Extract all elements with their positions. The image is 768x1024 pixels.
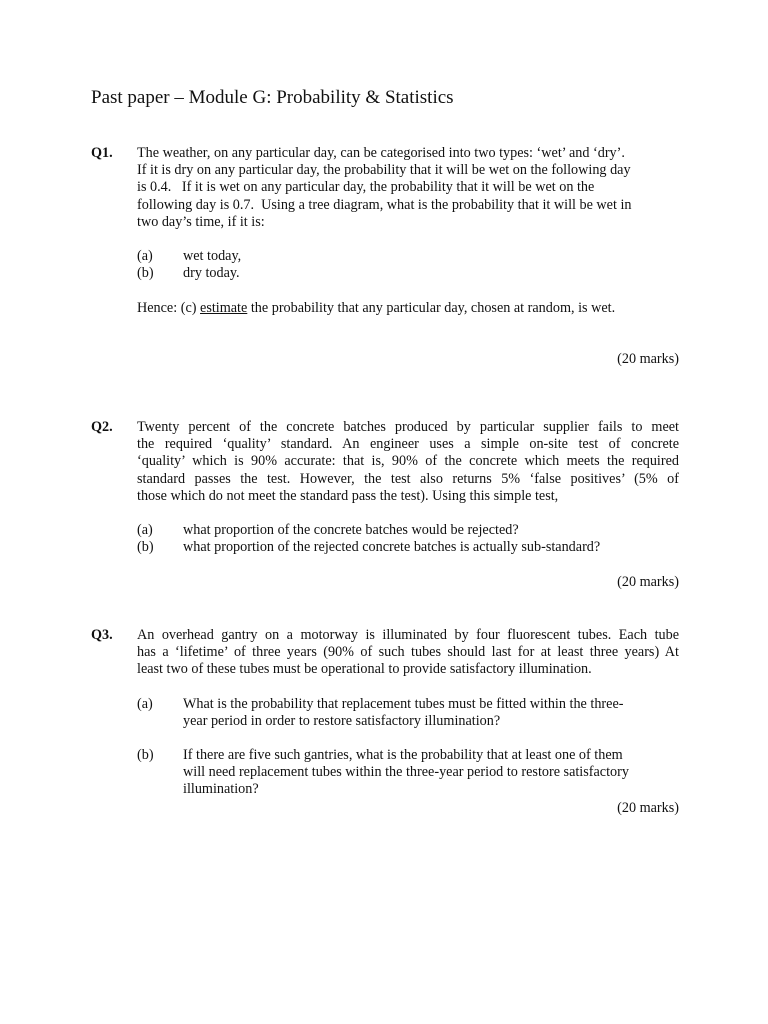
page-title: Past paper – Module G: Probability & Statistics — [91, 87, 454, 108]
sub-question-a — [137, 248, 679, 265]
sub-question-text: wet today, — [183, 248, 242, 265]
hence-text-after: the probability that any particular day, chosen at random, is wet. — [247, 300, 616, 317]
text-line: ‘quality’ which is 90% accurate: that is, 90% of the concrete which meets the required — [137, 453, 679, 470]
text-line: An overhead gantry on a motorway is illuminated by four fluorescent tubes. Each tube — [137, 627, 679, 643]
text-line: illumination? — [183, 781, 259, 798]
hence-instruction — [137, 300, 679, 317]
sub-question-text: what proportion of the rejected concrete batches is actually sub-standard? — [183, 539, 601, 556]
question-text — [137, 145, 679, 231]
question-body — [137, 627, 679, 799]
sub-question-label: (b) — [137, 539, 154, 556]
text-line: will need replacement tubes within the three-year period to restore satisfactory — [183, 764, 629, 781]
marks-label: (20 marks) — [617, 574, 679, 590]
question-number: Q3. — [91, 627, 113, 643]
underlined-word: estimate — [200, 300, 248, 317]
sub-question-text: dry today. — [183, 265, 240, 282]
question-3 — [91, 627, 679, 799]
sub-question-b — [137, 747, 679, 799]
sub-question-label: (b) — [137, 265, 154, 282]
sub-question-label: (a) — [137, 695, 153, 712]
text-line: has a ‘lifetime’ of three years (90% of such tubes should last for at least three years) At — [137, 644, 679, 661]
text-line: two day’s time, if it is: — [137, 213, 265, 230]
question-body — [137, 419, 679, 556]
text-line: following day is 0.7. Using a tree diagram, what is the probability that it will be wet in — [137, 196, 632, 213]
question-body — [137, 145, 679, 318]
text-line: What is the probability that replacement tubes must be fitted within the three- — [183, 695, 624, 712]
marks-label: (20 marks) — [617, 800, 679, 816]
text-line: Twenty percent of the concrete batches produced by particular supplier fails to meet — [137, 419, 679, 435]
text-line: standard passes the test. However, the test also returns 5% ‘false positives’ (5% of — [137, 470, 679, 487]
text-line: If it is dry on any particular day, the probability that it will be wet on the following day — [137, 162, 631, 179]
sub-question-b — [137, 265, 679, 282]
marks-label: (20 marks) — [617, 351, 679, 367]
text-line: The weather, on any particular day, can be categorised into two types: ‘wet’ and ‘dry’. — [137, 145, 625, 161]
sub-question-a — [137, 696, 679, 730]
question-number: Q2. — [91, 419, 113, 435]
sub-question-label: (b) — [137, 747, 154, 764]
text-line: least two of these tubes must be operational to provide satisfactory illumination. — [137, 661, 592, 678]
text-line: those which do not meet the standard pass the test). Using this simple test, — [137, 487, 559, 504]
hence-text-before: Hence: (c) — [137, 300, 201, 317]
text-line: is 0.4. If it is wet on any particular day, the probability that it will be wet on the — [137, 179, 595, 196]
question-number: Q1. — [91, 145, 113, 161]
sub-question-label: (a) — [137, 522, 153, 539]
text-line: year period in order to restore satisfactory illumination? — [183, 712, 501, 729]
sub-question-b — [137, 539, 679, 556]
question-2 — [91, 419, 679, 556]
sub-question-label: (a) — [137, 248, 153, 265]
question-1 — [91, 145, 679, 318]
question-text — [137, 627, 679, 679]
question-text — [137, 419, 679, 505]
text-line: If there are five such gantries, what is the probability that at least one of them — [183, 747, 623, 764]
sub-question-text: what proportion of the concrete batches would be rejected? — [183, 522, 519, 539]
sub-question-a — [137, 522, 679, 539]
text-line: the required ‘quality’ standard. An engineer uses a simple on-site test of concrete — [137, 436, 679, 453]
